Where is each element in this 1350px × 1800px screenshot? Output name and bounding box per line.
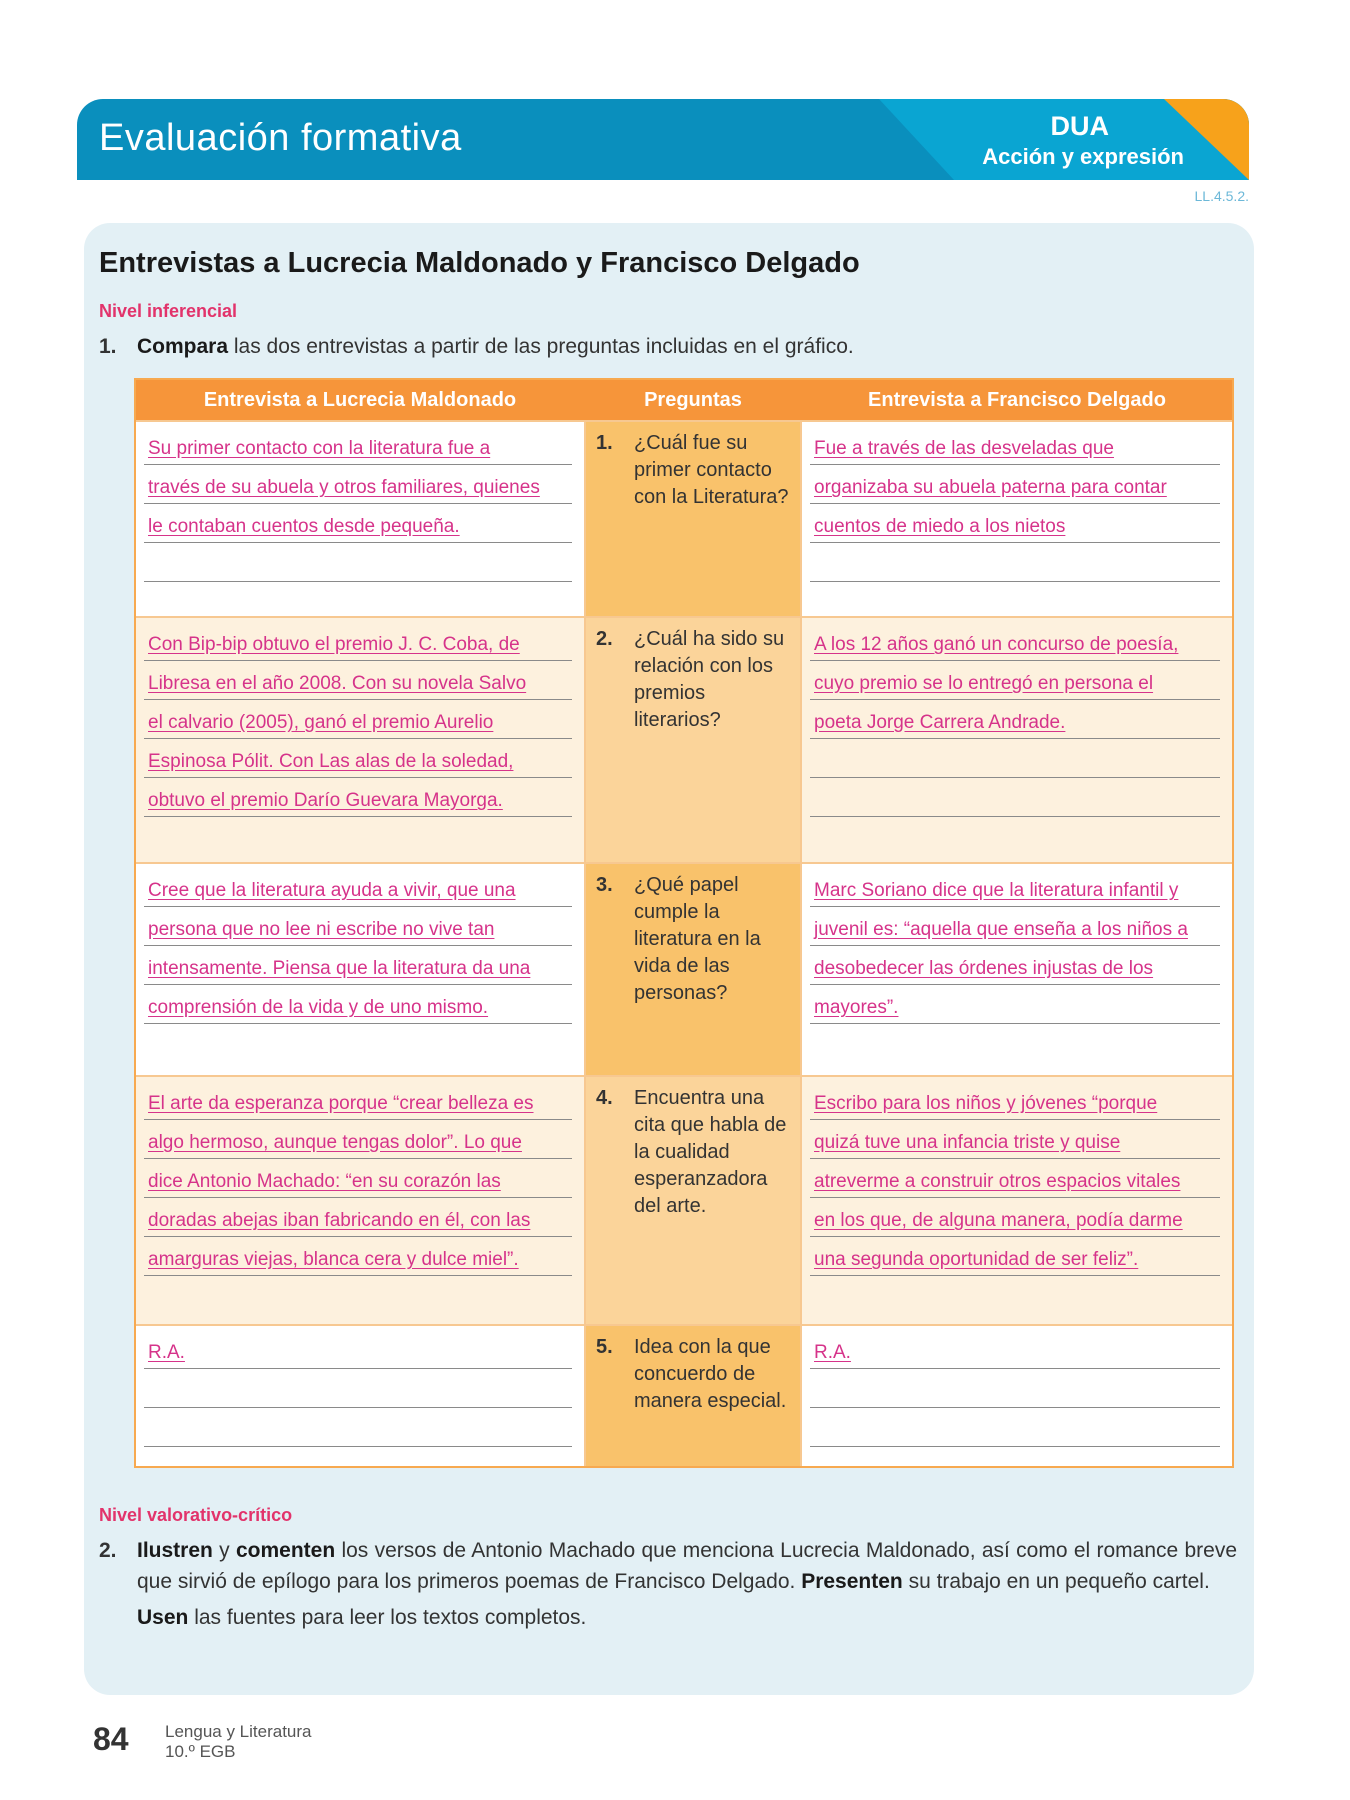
answer-lucrecia-5 bbox=[136, 1326, 584, 1466]
answer-line[interactable]: A los 12 años ganó un concurso de poesía, bbox=[810, 622, 1220, 661]
level-inferential: Nivel inferencial bbox=[99, 301, 238, 321]
header-francisco: Entrevista a Francisco Delgado bbox=[868, 388, 1166, 411]
answer-line[interactable] bbox=[810, 1408, 1220, 1447]
answer-line[interactable]: Libresa en el año 2008. Con su novela Salvo bbox=[144, 661, 572, 700]
table-row bbox=[136, 1075, 1232, 1324]
answer-line[interactable]: mayores”. bbox=[810, 985, 1220, 1024]
grade-name: 10.º EGB bbox=[165, 1742, 236, 1761]
answer-line[interactable]: intensamente. Piensa que la literatura da una bbox=[144, 946, 572, 985]
level-critical: Nivel valorativo-crítico bbox=[99, 1505, 293, 1525]
table-row bbox=[136, 616, 1232, 862]
question-verb: Compara bbox=[137, 335, 229, 358]
footer-subject bbox=[165, 1722, 312, 1762]
answer-line[interactable]: el calvario (2005), ganó el premio Aurelio bbox=[144, 700, 572, 739]
question-number: 2. bbox=[99, 1539, 117, 1562]
answer-francisco-5 bbox=[802, 1326, 1232, 1466]
answer-line[interactable]: una segunda oportunidad de ser feliz”. bbox=[810, 1237, 1220, 1276]
answer-francisco-1 bbox=[802, 422, 1232, 616]
comparison-table bbox=[134, 378, 1234, 1468]
answer-line[interactable] bbox=[144, 1408, 572, 1447]
row-number: 2. bbox=[596, 628, 613, 650]
answer-line[interactable]: amarguras viejas, blanca cera y dulce miel”. bbox=[144, 1237, 572, 1276]
answer-line[interactable]: R.A. bbox=[144, 1330, 572, 1369]
table-row bbox=[136, 1324, 1232, 1466]
answer-lucrecia-4 bbox=[136, 1077, 584, 1324]
answer-line[interactable] bbox=[810, 778, 1220, 817]
answer-line[interactable]: Marc Soriano dice que la literatura infantil y bbox=[810, 868, 1220, 907]
question-cell-3 bbox=[584, 864, 802, 1075]
answer-line[interactable]: poeta Jorge Carrera Andrade. bbox=[810, 700, 1220, 739]
answer-line[interactable] bbox=[144, 543, 572, 582]
table-row bbox=[136, 420, 1232, 616]
row-question: Idea con la que concuerdo de manera especial. bbox=[634, 1336, 787, 1412]
question-body bbox=[137, 1535, 1237, 1633]
answer-line[interactable]: cuentos de miedo a los nietos bbox=[810, 504, 1220, 543]
row-question: ¿Cuál ha sido su relación con los premios literarios? bbox=[634, 628, 785, 731]
question-text: su trabajo en un pequeño cartel. bbox=[902, 1570, 1210, 1593]
answer-line[interactable]: algo hermoso, aunque tengas dolor”. Lo que bbox=[144, 1120, 572, 1159]
answer-line[interactable]: doradas abejas iban fabricando en él, con las bbox=[144, 1198, 572, 1237]
answer-francisco-2 bbox=[802, 618, 1232, 862]
question-cell-2 bbox=[584, 618, 802, 862]
row-question: ¿Cuál fue su primer contacto con la Literatura? bbox=[634, 432, 789, 508]
answer-line[interactable]: Fue a través de las desveladas que bbox=[810, 426, 1220, 465]
verb-comenten: comenten bbox=[235, 1539, 336, 1562]
row-question: Encuentra una cita que habla de la cualidad esperanzadora del arte. bbox=[634, 1087, 787, 1217]
answer-line[interactable]: atreverme a construir otros espacios vitales bbox=[810, 1159, 1220, 1198]
answer-line[interactable]: través de su abuela y otros familiares, quienes bbox=[144, 465, 572, 504]
section-title: Entrevistas a Lucrecia Maldonado y Francisco Delgado bbox=[99, 247, 860, 279]
row-number: 1. bbox=[596, 432, 613, 454]
answer-line[interactable]: Su primer contacto con la literatura fue a bbox=[144, 426, 572, 465]
answer-line[interactable]: juvenil es: “aquella que enseña a los niños a bbox=[810, 907, 1220, 946]
answer-line[interactable] bbox=[810, 1369, 1220, 1408]
question-text: las dos entrevistas a partir de las preguntas incluidas en el gráfico. bbox=[228, 335, 854, 358]
answer-line[interactable]: le contaban cuentos desde pequeña. bbox=[144, 504, 572, 543]
question-line-2 bbox=[137, 1602, 1237, 1633]
answer-line[interactable]: obtuvo el premio Darío Guevara Mayorga. bbox=[144, 778, 572, 817]
question-text: los versos de Antonio Machado que menciona Lucrecia Maldonado, así como el romance breve que sirvió de epílogo para los primeros poemas de Francisco Delgado. bbox=[137, 1539, 1238, 1593]
header-banner bbox=[77, 99, 1249, 180]
answer-line[interactable]: cuyo premio se lo entregó en persona el bbox=[810, 661, 1220, 700]
header-preguntas: Preguntas bbox=[644, 388, 742, 411]
page-title: Evaluación formativa bbox=[99, 117, 462, 159]
table-row bbox=[136, 862, 1232, 1075]
verb-ilustren: Ilustren bbox=[137, 1539, 213, 1562]
question-text: y bbox=[212, 1539, 236, 1562]
subject-name: Lengua y Literatura bbox=[165, 1722, 312, 1741]
question-cell-5 bbox=[584, 1326, 802, 1466]
question-1 bbox=[99, 331, 854, 362]
question-number: 1. bbox=[99, 335, 117, 358]
answer-line[interactable]: dice Antonio Machado: “en su corazón las bbox=[144, 1159, 572, 1198]
answer-lucrecia-3 bbox=[136, 864, 584, 1075]
answer-line[interactable]: desobedecer las órdenes injustas de los bbox=[810, 946, 1220, 985]
answer-line[interactable]: Escribo para los niños y jóvenes “porque bbox=[810, 1081, 1220, 1120]
answer-line[interactable] bbox=[144, 1369, 572, 1408]
page-number: 84 bbox=[93, 1721, 129, 1757]
answer-francisco-4 bbox=[802, 1077, 1232, 1324]
answer-line[interactable]: organizaba su abuela paterna para contar bbox=[810, 465, 1220, 504]
answer-line[interactable]: Cree que la literatura ayuda a vivir, que una bbox=[144, 868, 572, 907]
answer-line[interactable]: comprensión de la vida y de uno mismo. bbox=[144, 985, 572, 1024]
answer-line[interactable]: en los que, de alguna manera, podía darme bbox=[810, 1198, 1220, 1237]
question-2 bbox=[99, 1535, 1239, 1629]
answer-line[interactable]: R.A. bbox=[810, 1330, 1220, 1369]
question-text: las fuentes para leer los textos completos. bbox=[188, 1606, 587, 1629]
question-cell-4 bbox=[584, 1077, 802, 1324]
row-question: ¿Qué papel cumple la literatura en la vida de las personas? bbox=[634, 874, 761, 1004]
answer-francisco-3 bbox=[802, 864, 1232, 1075]
dua-label: DUA bbox=[1050, 111, 1109, 141]
skill-code: LL.4.5.2. bbox=[1194, 188, 1249, 204]
verb-presenten: Presenten bbox=[801, 1570, 903, 1593]
answer-line[interactable]: Con Bip-bip obtuvo el premio J. C. Coba, de bbox=[144, 622, 572, 661]
row-number: 3. bbox=[596, 874, 613, 896]
header-lucrecia: Entrevista a Lucrecia Maldonado bbox=[203, 388, 517, 411]
answer-lucrecia-2 bbox=[136, 618, 584, 862]
table-header bbox=[136, 380, 1232, 420]
answer-line[interactable]: El arte da esperanza porque “crear belleza es bbox=[144, 1081, 572, 1120]
dua-subtitle: Acción y expresión bbox=[982, 144, 1184, 169]
evaluation-panel bbox=[84, 223, 1254, 1695]
question-cell-1 bbox=[584, 422, 802, 616]
answer-line[interactable] bbox=[810, 543, 1220, 582]
verb-usen: Usen bbox=[137, 1606, 189, 1629]
answer-lucrecia-1 bbox=[136, 422, 584, 616]
answer-line[interactable]: persona que no lee ni escribe no vive tan bbox=[144, 907, 572, 946]
row-number: 4. bbox=[596, 1087, 613, 1109]
answer-line[interactable] bbox=[810, 739, 1220, 778]
answer-line[interactable]: Espinosa Pólit. Con Las alas de la soledad, bbox=[144, 739, 572, 778]
row-number: 5. bbox=[596, 1336, 613, 1358]
answer-line[interactable]: quizá tuve una infancia triste y quise bbox=[810, 1120, 1220, 1159]
